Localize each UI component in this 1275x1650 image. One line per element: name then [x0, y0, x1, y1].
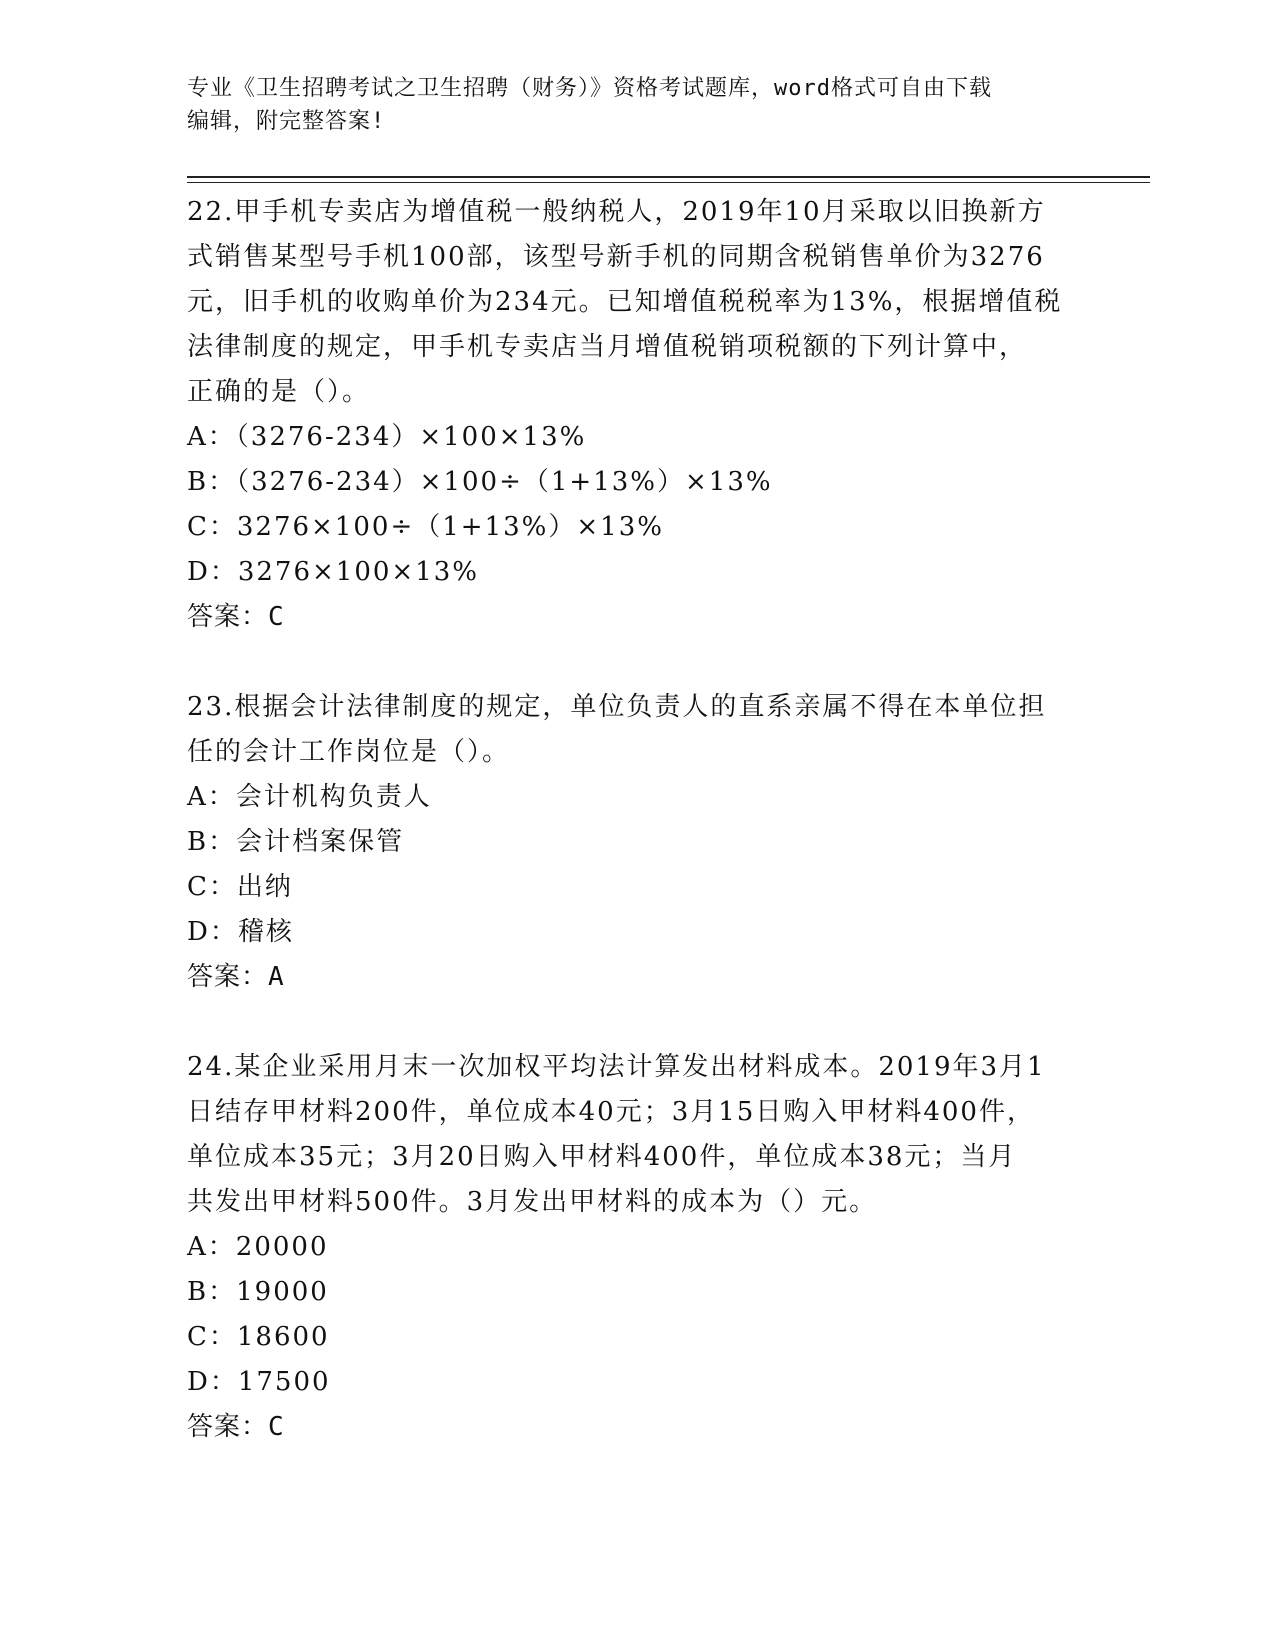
option-a: A：（3276-234）×100×13% [187, 422, 587, 452]
option-d: D：17500 [187, 1367, 331, 1397]
question-24 [187, 1045, 1087, 1450]
option-b: B：（3276-234）×100÷（1+13%）×13% [187, 467, 773, 497]
option-b: B：19000 [187, 1277, 329, 1307]
answer-line: 答案：A [187, 962, 285, 992]
question-stem-line: 正确的是（）。 [187, 377, 371, 407]
question-stem-line: 24.某企业采用月末一次加权平均法计算发出材料成本。2019年3月1 [187, 1052, 1046, 1082]
option-c: C：3276×100÷（1+13%）×13% [187, 512, 664, 542]
option-c: C：18600 [187, 1322, 330, 1352]
answer-line: 答案：C [187, 1412, 285, 1442]
header-divider-thick [187, 176, 1150, 178]
question-stem-line: 法律制度的规定，甲手机专卖店当月增值税销项税额的下列计算中， [187, 332, 1028, 362]
question-stem-line: 任的会计工作岗位是（）。 [187, 737, 511, 767]
question-stem-line: 22.甲手机专卖店为增值税一般纳税人，2019年10月采取以旧换新方 [187, 197, 1046, 227]
question-stem-line: 单位成本35元；3月20日购入甲材料400件，单位成本38元；当月 [187, 1142, 1017, 1172]
question-stem-line: 式销售某型号手机100部，该型号新手机的同期含税销售单价为3276 [187, 242, 1045, 272]
question-23 [187, 685, 1087, 1000]
question-stem-line: 元，旧手机的收购单价为234元。已知增值税税率为13%，根据增值税 [187, 287, 1063, 317]
question-list [187, 190, 1087, 1495]
option-b: B：会计档案保管 [187, 827, 405, 857]
question-stem-line: 共发出甲材料500件。3月发出甲材料的成本为（）元。 [187, 1187, 878, 1217]
option-c: C：出纳 [187, 872, 293, 902]
option-d: D：稽核 [187, 917, 294, 947]
question-stem-line: 23.根据会计法律制度的规定，单位负责人的直系亲属不得在本单位担 [187, 692, 1047, 722]
question-22 [187, 190, 1087, 640]
option-a: A：20000 [187, 1232, 329, 1262]
option-a: A：会计机构负责人 [187, 782, 432, 812]
header-divider-thin [187, 182, 1150, 183]
document-header [187, 72, 1067, 138]
option-d: D：3276×100×13% [187, 557, 479, 587]
question-stem-line: 日结存甲材料200件，单位成本40元；3月15日购入甲材料400件， [187, 1097, 1035, 1127]
header-line-2: 编辑，附完整答案! [187, 109, 386, 134]
answer-line: 答案：C [187, 602, 285, 632]
header-line-1: 专业《卫生招聘考试之卫生招聘（财务）》资格考试题库，word格式可自由下载 [187, 76, 992, 101]
